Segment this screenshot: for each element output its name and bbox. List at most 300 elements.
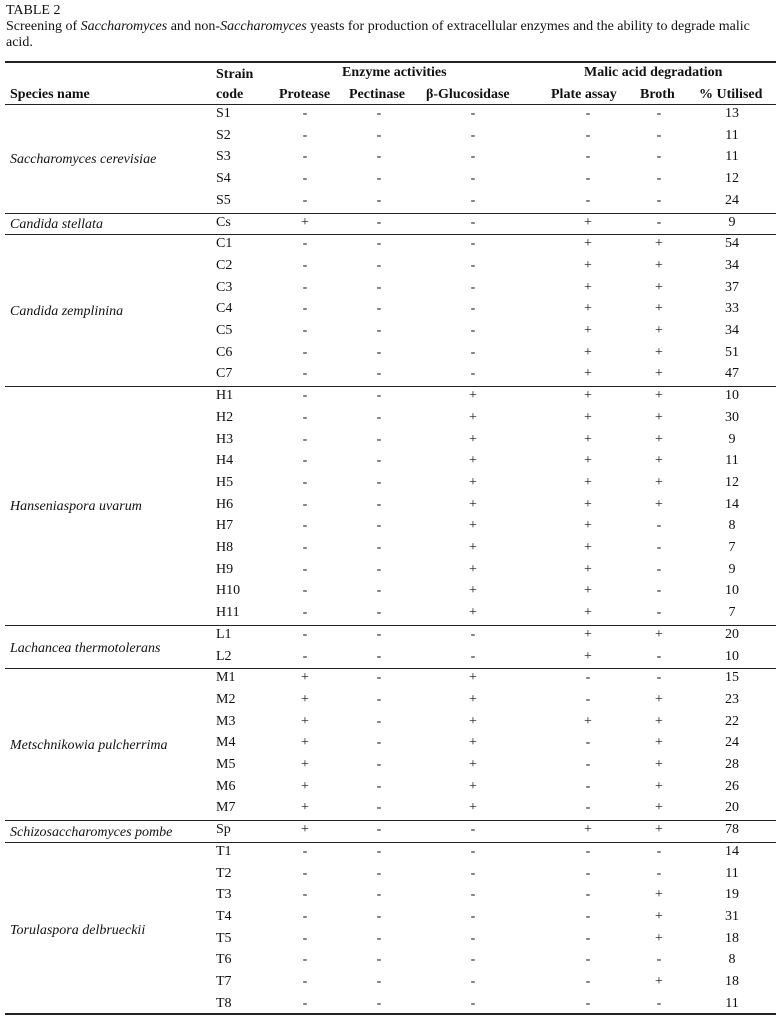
glucosidase-cell: - (470, 366, 476, 382)
glucosidase-cell: + (469, 540, 477, 555)
strain-code-cell: Sp (216, 822, 231, 838)
caption-part: Screening of (6, 19, 81, 34)
pectinase-cell: - (376, 930, 382, 946)
protease-cell: - (302, 952, 308, 968)
broth-cell: - (656, 106, 662, 121)
plate-assay-cell: + (584, 713, 592, 729)
group-divider (5, 625, 776, 626)
glucosidase-cell: + (469, 583, 477, 599)
strain-code-cell: T8 (216, 995, 232, 1011)
pectinase-cell: - (376, 735, 382, 751)
caption-part: Saccharomyces (220, 19, 307, 34)
pectinase-cell: - (376, 800, 382, 816)
utilised-cell: 51 (725, 344, 739, 360)
protease-cell: - (302, 605, 308, 621)
glucosidase-cell: - (470, 257, 476, 273)
protease-cell: - (302, 127, 308, 143)
protease-cell: - (302, 301, 308, 317)
broth-cell: + (655, 474, 663, 490)
plate-assay-cell: - (585, 887, 591, 903)
plate-assay-cell: - (585, 952, 591, 968)
protease-cell: + (301, 778, 309, 794)
protease-cell: + (301, 822, 309, 838)
plate-assay-cell: - (585, 757, 591, 772)
utilised-cell: 78 (725, 822, 739, 838)
pectinase-cell: - (376, 648, 382, 664)
utilised-cell: 13 (725, 106, 739, 121)
pectinase-cell: - (376, 887, 382, 903)
pectinase-cell: - (376, 366, 382, 382)
plate-assay-cell: - (585, 930, 591, 946)
strain-code-cell: C4 (216, 301, 233, 317)
glucosidase-cell: + (469, 431, 477, 447)
pectinase-cell: - (376, 214, 382, 230)
broth-cell: + (655, 344, 663, 360)
broth-cell: - (656, 952, 662, 968)
header-pectinase: Pectinase (349, 87, 405, 102)
strain-code-cell: M2 (216, 691, 236, 707)
pectinase-cell: - (376, 431, 382, 447)
protease-cell: - (302, 149, 308, 165)
broth-cell: - (656, 518, 662, 534)
strain-code-cell: H3 (216, 431, 234, 447)
header-beta-glucosidase: β-Glucosidase (426, 87, 510, 102)
header-plate-assay: Plate assay (551, 87, 617, 102)
broth-cell: + (655, 366, 663, 382)
pectinase-cell: - (376, 474, 382, 490)
glucosidase-cell: + (469, 605, 477, 621)
utilised-cell: 7 (728, 605, 736, 621)
pectinase-cell: - (376, 974, 382, 989)
plate-assay-cell: - (585, 778, 591, 794)
utilised-cell: 24 (725, 735, 739, 751)
broth-cell: - (656, 670, 662, 686)
plate-assay-cell: + (584, 474, 592, 490)
glucosidase-cell: + (469, 453, 477, 469)
plate-assay-cell: - (585, 127, 591, 143)
strain-code-cell: S4 (216, 171, 231, 187)
pectinase-cell: - (376, 908, 382, 924)
plate-assay-cell: + (584, 518, 592, 534)
group-divider (5, 820, 776, 821)
header-percent-utilised: % Utilised (699, 87, 763, 102)
strain-code-cell: T3 (216, 887, 232, 903)
pectinase-cell: - (376, 236, 382, 252)
glucosidase-cell: - (470, 192, 476, 208)
pectinase-cell: - (376, 388, 382, 404)
glucosidase-cell: - (470, 279, 476, 295)
plate-assay-cell: - (585, 974, 591, 989)
plate-assay-cell: - (585, 691, 591, 707)
protease-cell: - (302, 887, 308, 903)
plate-assay-cell: + (584, 409, 592, 425)
utilised-cell: 15 (725, 670, 739, 686)
strain-code-cell: T2 (216, 865, 232, 881)
top-rule (5, 61, 776, 63)
broth-cell: - (656, 171, 662, 187)
strain-code-cell: L2 (216, 648, 232, 664)
utilised-cell: 12 (725, 474, 739, 490)
glucosidase-cell: - (470, 323, 476, 338)
glucosidase-cell: + (469, 518, 477, 534)
strain-code-cell: M5 (216, 757, 236, 772)
pectinase-cell: - (376, 127, 382, 143)
glucosidase-cell: + (469, 561, 477, 577)
protease-cell: - (302, 518, 308, 534)
broth-cell: + (655, 323, 663, 338)
glucosidase-cell: - (470, 648, 476, 664)
plate-assay-cell: + (584, 583, 592, 599)
utilised-cell: 20 (725, 800, 739, 816)
broth-cell: - (656, 149, 662, 165)
glucosidase-cell: - (470, 974, 476, 989)
utilised-cell: 20 (725, 626, 739, 642)
broth-cell: + (655, 757, 663, 772)
pectinase-cell: - (376, 301, 382, 317)
plate-assay-cell: + (584, 388, 592, 404)
glucosidase-cell: - (470, 908, 476, 924)
utilised-cell: 8 (728, 952, 736, 968)
plate-assay-cell: + (584, 605, 592, 621)
glucosidase-cell: + (469, 409, 477, 425)
glucosidase-cell: - (470, 106, 476, 121)
utilised-cell: 54 (725, 236, 739, 252)
protease-cell: - (302, 344, 308, 360)
pectinase-cell: - (376, 257, 382, 273)
utilised-cell: 31 (725, 908, 739, 924)
pectinase-cell: - (376, 279, 382, 295)
protease-cell: - (302, 279, 308, 295)
broth-cell: - (656, 214, 662, 230)
protease-cell: - (302, 930, 308, 946)
plate-assay-cell: - (585, 735, 591, 751)
pectinase-cell: - (376, 626, 382, 642)
glucosidase-cell: - (470, 952, 476, 968)
plate-assay-cell: + (584, 453, 592, 469)
protease-cell: + (301, 691, 309, 707)
protease-cell: + (301, 214, 309, 230)
strain-code-cell: T7 (216, 974, 232, 989)
glucosidase-cell: - (470, 301, 476, 317)
utilised-cell: 34 (725, 257, 739, 273)
protease-cell: - (302, 388, 308, 404)
strain-code-cell: L1 (216, 626, 232, 642)
broth-cell: - (656, 605, 662, 621)
glucosidase-cell: + (469, 670, 477, 686)
protease-cell: - (302, 236, 308, 252)
pectinase-cell: - (376, 865, 382, 881)
utilised-cell: 26 (725, 778, 739, 794)
pectinase-cell: - (376, 171, 382, 187)
protease-cell: - (302, 192, 308, 208)
glucosidase-cell: - (470, 149, 476, 165)
broth-cell: + (655, 388, 663, 404)
header-species: Species name (10, 87, 90, 102)
utilised-cell: 34 (725, 323, 739, 338)
strain-code-cell: H8 (216, 540, 234, 555)
protease-cell: - (302, 540, 308, 555)
glucosidase-cell: - (470, 171, 476, 187)
broth-cell: + (655, 626, 663, 642)
protease-cell: - (302, 474, 308, 490)
pectinase-cell: - (376, 518, 382, 534)
strain-code-cell: M4 (216, 735, 236, 751)
utilised-cell: 14 (725, 843, 739, 859)
pectinase-cell: - (376, 605, 382, 621)
broth-cell: - (656, 561, 662, 577)
pectinase-cell: - (376, 106, 382, 121)
utilised-cell: 9 (728, 561, 736, 577)
protease-cell: - (302, 496, 308, 512)
plate-assay-cell: - (585, 995, 591, 1011)
broth-cell: + (655, 431, 663, 447)
strain-code-cell: S3 (216, 149, 231, 165)
glucosidase-cell: + (469, 496, 477, 512)
glucosidase-cell: + (469, 735, 477, 751)
plate-assay-cell: + (584, 366, 592, 382)
pectinase-cell: - (376, 995, 382, 1011)
protease-cell: - (302, 323, 308, 338)
glucosidase-cell: + (469, 388, 477, 404)
strain-code-cell: C1 (216, 236, 233, 252)
species-name-cell: Hanseniaspora uvarum (10, 499, 142, 515)
caption-part: yeasts for production of extracellular enzymes and the ability to degrade malic acid. (6, 19, 750, 50)
plate-assay-cell: + (584, 648, 592, 664)
utilised-cell: 47 (725, 366, 739, 382)
strain-code-cell: H4 (216, 453, 234, 469)
utilised-cell: 11 (725, 453, 739, 469)
pectinase-cell: - (376, 778, 382, 794)
broth-cell: + (655, 930, 663, 946)
protease-cell: - (302, 257, 308, 273)
broth-cell: + (655, 409, 663, 425)
protease-cell: - (302, 453, 308, 469)
plate-assay-cell: + (584, 822, 592, 838)
protease-cell: - (302, 431, 308, 447)
strain-code-cell: T5 (216, 930, 232, 946)
protease-cell: + (301, 670, 309, 686)
broth-cell: + (655, 822, 663, 838)
strain-code-cell: T6 (216, 952, 232, 968)
broth-cell: - (656, 540, 662, 555)
strain-code-cell: S5 (216, 192, 231, 208)
utilised-cell: 12 (725, 171, 739, 187)
header-enzyme-activities: Enzyme activities (342, 65, 447, 80)
protease-cell: + (301, 735, 309, 751)
broth-cell: + (655, 778, 663, 794)
plate-assay-cell: + (584, 496, 592, 512)
strain-code-cell: H2 (216, 409, 234, 425)
species-name-cell: Torulaspora delbrueckii (10, 922, 146, 938)
broth-cell: - (656, 865, 662, 881)
utilised-cell: 19 (725, 887, 739, 903)
broth-cell: + (655, 908, 663, 924)
protease-cell: + (301, 757, 309, 772)
table-caption (6, 3, 776, 51)
strain-code-cell: H10 (216, 583, 241, 599)
plate-assay-cell: - (585, 843, 591, 859)
glucosidase-cell: + (469, 778, 477, 794)
plate-assay-cell: + (584, 431, 592, 447)
pectinase-cell: - (376, 496, 382, 512)
utilised-cell: 8 (728, 518, 736, 534)
utilised-cell: 18 (725, 930, 739, 946)
pectinase-cell: - (376, 149, 382, 165)
group-divider (5, 842, 776, 843)
utilised-cell: 18 (725, 974, 739, 989)
broth-cell: - (656, 192, 662, 208)
plate-assay-cell: - (585, 865, 591, 881)
broth-cell: + (655, 236, 663, 252)
protease-cell: - (302, 908, 308, 924)
strain-code-cell: C6 (216, 344, 233, 360)
pectinase-cell: - (376, 323, 382, 338)
strain-code-cell: M3 (216, 713, 236, 729)
broth-cell: + (655, 279, 663, 295)
plate-assay-cell: - (585, 106, 591, 121)
plate-assay-cell: + (584, 236, 592, 252)
pectinase-cell: - (376, 757, 382, 772)
protease-cell: - (302, 865, 308, 881)
strain-code-cell: H7 (216, 518, 234, 534)
strain-code-cell: H1 (216, 388, 234, 404)
glucosidase-cell: - (470, 995, 476, 1011)
strain-code-cell: S2 (216, 127, 231, 143)
pectinase-cell: - (376, 540, 382, 555)
plate-assay-cell: + (584, 257, 592, 273)
caption-text (6, 19, 750, 50)
plate-assay-cell: - (585, 192, 591, 208)
broth-cell: + (655, 974, 663, 989)
pectinase-cell: - (376, 713, 382, 729)
pectinase-cell: - (376, 822, 382, 838)
pectinase-cell: - (376, 344, 382, 360)
header-rule (5, 104, 776, 105)
utilised-cell: 23 (725, 691, 739, 707)
protease-cell: - (302, 583, 308, 599)
utilised-cell: 24 (725, 192, 739, 208)
table-label: TABLE 2 (6, 3, 61, 18)
plate-assay-cell: + (584, 344, 592, 360)
protease-cell: - (302, 106, 308, 121)
pectinase-cell: - (376, 583, 382, 599)
utilised-cell: 10 (725, 583, 739, 599)
utilised-cell: 11 (725, 995, 739, 1011)
protease-cell: - (302, 561, 308, 577)
group-divider (5, 234, 776, 235)
plate-assay-cell: + (584, 323, 592, 338)
broth-cell: + (655, 257, 663, 273)
broth-cell: - (656, 995, 662, 1011)
plate-assay-cell: + (584, 301, 592, 317)
strain-code-cell: T1 (216, 843, 232, 859)
protease-cell: - (302, 843, 308, 859)
glucosidase-cell: - (470, 843, 476, 859)
strain-code-cell: Cs (216, 214, 231, 230)
broth-cell: - (656, 583, 662, 599)
utilised-cell: 28 (725, 757, 739, 772)
pectinase-cell: - (376, 952, 382, 968)
utilised-cell: 33 (725, 301, 739, 317)
glucosidase-cell: + (469, 713, 477, 729)
glucosidase-cell: + (469, 474, 477, 490)
strain-code-cell: C7 (216, 366, 233, 382)
plate-assay-cell: + (584, 279, 592, 295)
pectinase-cell: - (376, 691, 382, 707)
group-divider (5, 668, 776, 669)
broth-cell: + (655, 735, 663, 751)
strain-code-cell: H6 (216, 496, 234, 512)
glucosidase-cell: - (470, 822, 476, 838)
group-divider (5, 386, 776, 387)
strain-code-cell: C3 (216, 279, 233, 295)
glucosidase-cell: + (469, 691, 477, 707)
glucosidase-cell: - (470, 236, 476, 252)
broth-cell: - (656, 843, 662, 859)
utilised-cell: 11 (725, 149, 739, 165)
species-name-cell: Candida zemplinina (10, 304, 124, 320)
glucosidase-cell: + (469, 800, 477, 816)
caption-part: Saccharomyces (80, 19, 168, 34)
bottom-rule (5, 1013, 776, 1015)
utilised-cell: 10 (725, 648, 739, 664)
plate-assay-cell: + (584, 561, 592, 577)
header-strain-line1: Strain (216, 67, 254, 82)
pectinase-cell: - (376, 670, 382, 686)
broth-cell: + (655, 301, 663, 317)
protease-cell: + (301, 800, 309, 816)
glucosidase-cell: - (470, 626, 476, 642)
header-strain-line2: code (216, 87, 244, 102)
plate-assay-cell: - (585, 908, 591, 924)
plate-assay-cell: + (584, 626, 592, 642)
plate-assay-cell: - (585, 171, 591, 187)
strain-code-cell: H5 (216, 474, 234, 490)
protease-cell: - (302, 974, 308, 989)
plate-assay-cell: - (585, 800, 591, 816)
strain-code-cell: H11 (216, 605, 240, 621)
protease-cell: - (302, 171, 308, 187)
utilised-cell: 37 (725, 279, 739, 295)
species-name-cell: Schizosaccharomyces pombe (10, 824, 173, 840)
strain-code-cell: M1 (216, 670, 236, 686)
strain-code-cell: S1 (216, 106, 231, 121)
utilised-cell: 22 (725, 713, 739, 729)
group-divider (5, 213, 776, 214)
glucosidase-cell: - (470, 887, 476, 903)
plate-assay-cell: + (584, 540, 592, 555)
protease-cell: - (302, 626, 308, 642)
strain-code-cell: T4 (216, 908, 232, 924)
broth-cell: + (655, 453, 663, 469)
utilised-cell: 9 (728, 214, 736, 230)
plate-assay-cell: - (585, 670, 591, 686)
pectinase-cell: - (376, 843, 382, 859)
strain-code-cell: C2 (216, 257, 233, 273)
strain-code-cell: C5 (216, 323, 233, 338)
utilised-cell: 14 (725, 496, 739, 512)
pectinase-cell: - (376, 561, 382, 577)
broth-cell: - (656, 648, 662, 664)
pectinase-cell: - (376, 409, 382, 425)
header-malic-acid-degradation: Malic acid degradation (584, 65, 723, 80)
plate-assay-cell: - (585, 149, 591, 165)
broth-cell: + (655, 713, 663, 729)
utilised-cell: 30 (725, 409, 739, 425)
broth-cell: + (655, 496, 663, 512)
utilised-cell: 10 (725, 388, 739, 404)
protease-cell: + (301, 713, 309, 729)
